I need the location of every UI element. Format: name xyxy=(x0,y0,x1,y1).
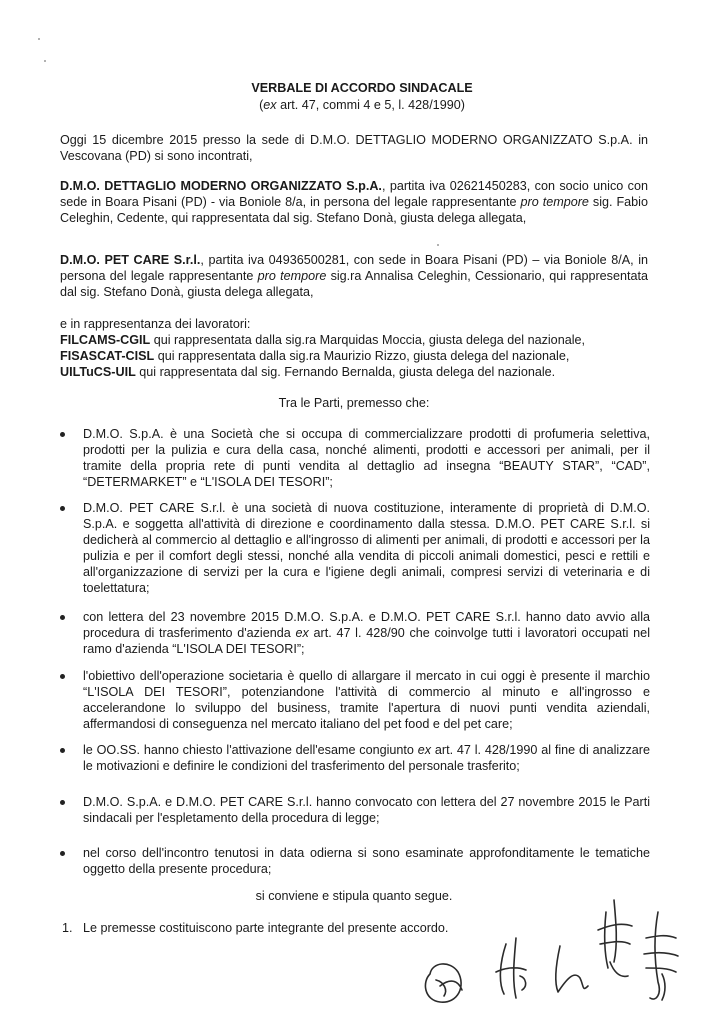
party2-text-b: sig.ra Annalisa Celeghin, Cessionario, qui rappresentata dal sig. Stefano Donà, giusta delega allegata, xyxy=(60,269,648,299)
bullet-ex: ex xyxy=(417,743,432,757)
signature-mark xyxy=(556,946,588,992)
party2-pro-tempore: pro tempore xyxy=(257,269,327,283)
party1-paragraph xyxy=(60,178,648,226)
party1-text-a: , partita iva 02621450283, con socio unico con sede in Boara Pisani (PD) - via Boniole 8/a, in persona del legale rappresentante xyxy=(60,179,648,209)
party2-paragraph xyxy=(60,252,648,300)
scan-speck xyxy=(437,244,439,246)
bullet-text xyxy=(83,742,650,774)
premise-bullet xyxy=(60,845,650,877)
intro-paragraph: Oggi 15 dicembre 2015 presso la sede di D.M.O. DETTAGLIO MODERNO ORGANIZZATO S.p.A. in Vescovana (PD) si sono incontrati, xyxy=(60,133,648,163)
premise-heading: Tra le Parti, premesso che: xyxy=(278,396,430,410)
premise-bullet xyxy=(60,426,650,490)
union-line xyxy=(60,332,648,348)
bullet-text-a: con lettera del 23 novembre 2015 D.M.O. S.p.A. e D.M.O. PET CARE S.r.l. hanno dato avvio alla procedura di trasferimento d'azienda xyxy=(83,610,650,640)
bullet-text xyxy=(83,609,650,657)
union-name: UILTuCS-UIL xyxy=(60,365,136,379)
bullet-text-b: art. 47 l. 428/1990 al fine di analizzare le motivazioni e definire le condizioni del trasferimento del personale trasferito; xyxy=(83,743,650,773)
union-text: qui rappresentata dalla sig.ra Maurizio Rizzo, giusta delega del nazionale, xyxy=(154,349,570,363)
bullet-text: D.M.O. PET CARE S.r.l. è una società di nuova costituzione, interamente di proprietà di D.M.O. S.p.A. e soggetta all'attività di direzione e coordinamento dalla stessa. D.M.O. PET CARE S.r.l. si dedicherà al commercio al dettaglio e all'ingrosso di alimenti per animali, di prodotti e accessori per la pulizia e per il comfort degli stessi, nonché alla vendita di piccoli animali domestici, pesci e rettili e all'organizzazione di servizi per la cura e l'igiene degli animali, compresi servizi di veterinaria e di toelettatura; xyxy=(83,501,650,595)
bullet-text: nel corso dell'incontro tenutosi in data odierna si sono esaminate approfonditamente le tematiche oggetto della presente procedura; xyxy=(83,846,650,876)
signature-mark xyxy=(644,912,678,1000)
bullet-dot-icon xyxy=(60,432,65,437)
union-name: FILCAMS-CGIL xyxy=(60,333,151,347)
scan-speck xyxy=(38,38,40,40)
bullet-dot-icon xyxy=(60,506,65,511)
signature-mark xyxy=(496,938,526,998)
bullet-text: D.M.O. S.p.A. è una Società che si occupa di commercializzare prodotti di profumeria selettiva, prodotti per la pulizia e cura della casa, nonché alimenti, prodotti e accessori per animali, per il tramite della propria rete di punti vendita al dettaglio ad insegna “BEAUTY STAR”, “CAD”, “DETERMARKET” e “L'ISOLA DEI TESORI”; xyxy=(83,427,650,489)
union-line xyxy=(60,348,648,364)
clause-number: 1. xyxy=(62,921,73,935)
clause-text: Le premesse costituiscono parte integrante del presente accordo. xyxy=(83,921,449,935)
union-text: qui rappresentata dal sig. Fernando Bernalda, giusta delega del nazionale. xyxy=(135,365,556,379)
signatures xyxy=(400,882,700,1012)
bullet-dot-icon xyxy=(60,748,65,753)
bullet-dot-icon xyxy=(60,800,65,805)
party2-name: D.M.O. PET CARE S.r.l. xyxy=(60,253,201,267)
document-title: VERBALE DI ACCORDO SINDACALE xyxy=(251,81,473,95)
premise-bullet xyxy=(60,500,650,596)
party1-name: D.M.O. DETTAGLIO MODERNO ORGANIZZATO S.p.A. xyxy=(60,179,382,193)
subtitle-rest: art. 47, commi 4 e 5, l. 428/1990) xyxy=(276,98,465,112)
bullet-text-a: le OO.SS. hanno chiesto l'attivazione dell'esame congiunto xyxy=(83,743,418,757)
bullet-text: l'obiettivo dell'operazione societaria è quello di allargare il mercato in cui oggi è presente il marchio “L'ISOLA DEI TESORI”, potenziandone l'attività di commercio al minuto e all'ingrosso e accelerandone lo sviluppo del business, tramite l'apertura di nuovi punti vendita aziendali, affermandosi di conseguenza nel mercato italiano del pet food e del pet care; xyxy=(83,669,650,731)
scan-speck xyxy=(44,60,46,62)
bullet-dot-icon xyxy=(60,615,65,620)
signatures-graphic xyxy=(400,882,700,1012)
conclusion-line: si conviene e stipula quanto segue. xyxy=(255,889,453,903)
premise-bullet xyxy=(60,609,650,657)
union-name: FISASCAT-CISL xyxy=(60,349,155,363)
union-line xyxy=(60,364,648,380)
party1-text-b: sig. Fabio Celeghin, Cedente, qui rappresentata dal sig. Stefano Donà, giusta delega allegata, xyxy=(60,195,648,225)
bullet-dot-icon xyxy=(60,851,65,856)
union-text: qui rappresentata dalla sig.ra Marquidas Moccia, giusta delega del nazionale, xyxy=(150,333,585,347)
signature-mark xyxy=(598,900,632,976)
workers-intro: e in rappresentanza dei lavoratori: xyxy=(60,317,251,331)
bullet-text-b: art. 47 l. 428/90 che coinvolge tutti i lavoratori occupati nel ramo d'azienda “L'ISOLA DEI TESORI”; xyxy=(83,626,650,656)
premise-bullet xyxy=(60,742,650,774)
premise-bullet xyxy=(60,668,650,732)
bullet-dot-icon xyxy=(60,674,65,679)
premise-bullet xyxy=(60,794,650,826)
subtitle-ex: ex xyxy=(263,98,277,112)
party2-text-a: , partita iva 04936500281, con sede in Boara Pisani (PD) – via Boniole 8/A, in persona del legale rappresentante xyxy=(60,253,649,283)
bullet-ex: ex xyxy=(295,626,309,640)
party1-pro-tempore: pro tempore xyxy=(520,195,589,209)
document-subtitle: (ex art. 47, commi 4 e 5, l. 428/1990) xyxy=(259,98,465,112)
signature-mark xyxy=(425,964,462,1002)
bullet-text: D.M.O. S.p.A. e D.M.O. PET CARE S.r.l. hanno convocato con lettera del 27 novembre 2015 le Parti sindacali per l'espletamento della procedura di legge; xyxy=(83,795,650,825)
